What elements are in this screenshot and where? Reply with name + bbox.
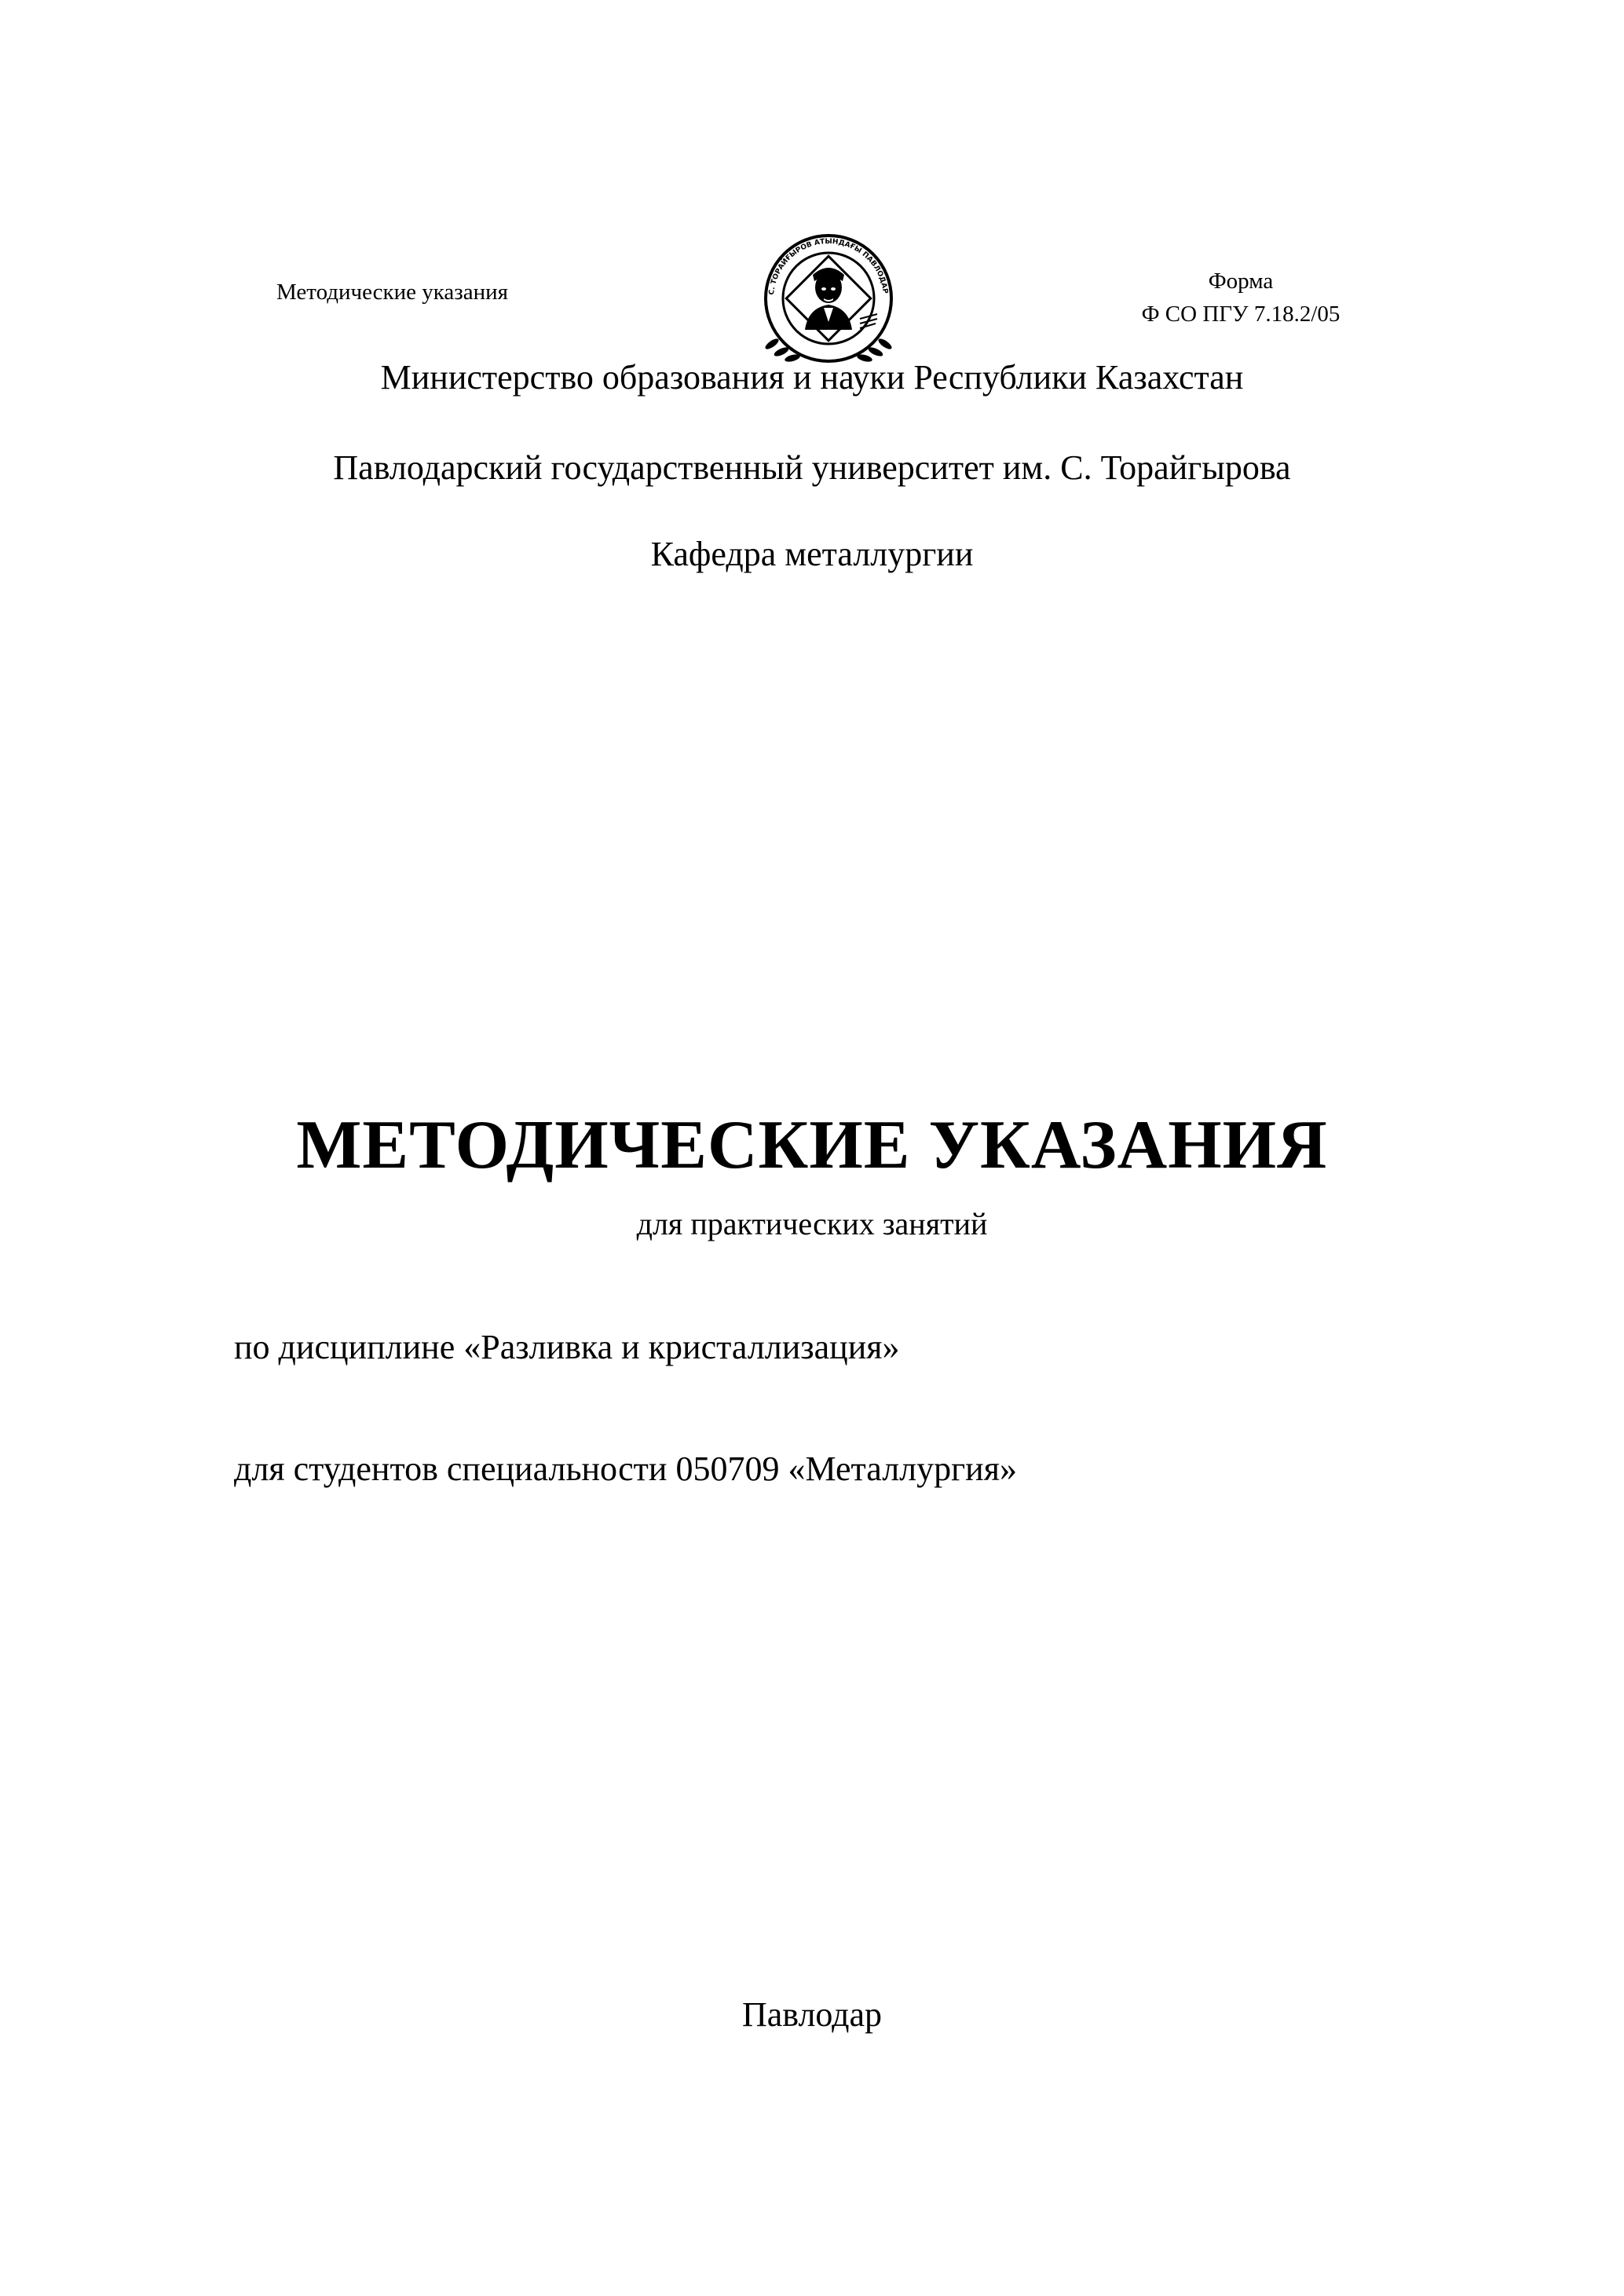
form-label: Форма: [1208, 269, 1274, 294]
form-block: [1068, 265, 1414, 331]
city-line: Павлодар: [741, 1995, 883, 2034]
students-line: для студентов специальности 050709 «Металлургия»: [234, 1450, 1017, 1488]
header-doc-type: Методические указания: [276, 280, 509, 305]
university-line: Павлодарский государственный университет им. С. Торайгырова: [333, 448, 1291, 487]
document-subtitle: для практических занятий: [636, 1206, 988, 1241]
document-title: МЕТОДИЧЕСКИЕ УКАЗАНИЯ: [296, 1107, 1328, 1183]
department-line: Кафедра металлургии: [650, 535, 974, 573]
discipline-line: по дисциплине «Разливка и кристаллизация»: [234, 1328, 900, 1366]
form-code: Ф СО ПГУ 7.18.2/05: [1141, 302, 1341, 327]
svg-text:С. ТОРАЙҒЫРОВ АТЫНДАҒЫ ПАВЛОДА: С. ТОРАЙҒЫРОВ АТЫНДАҒЫ ПАВЛОДАР: [768, 237, 889, 296]
university-seal-icon: [742, 226, 915, 366]
ministry-line: Министерство образования и науки Республики Казахстан: [380, 358, 1244, 397]
